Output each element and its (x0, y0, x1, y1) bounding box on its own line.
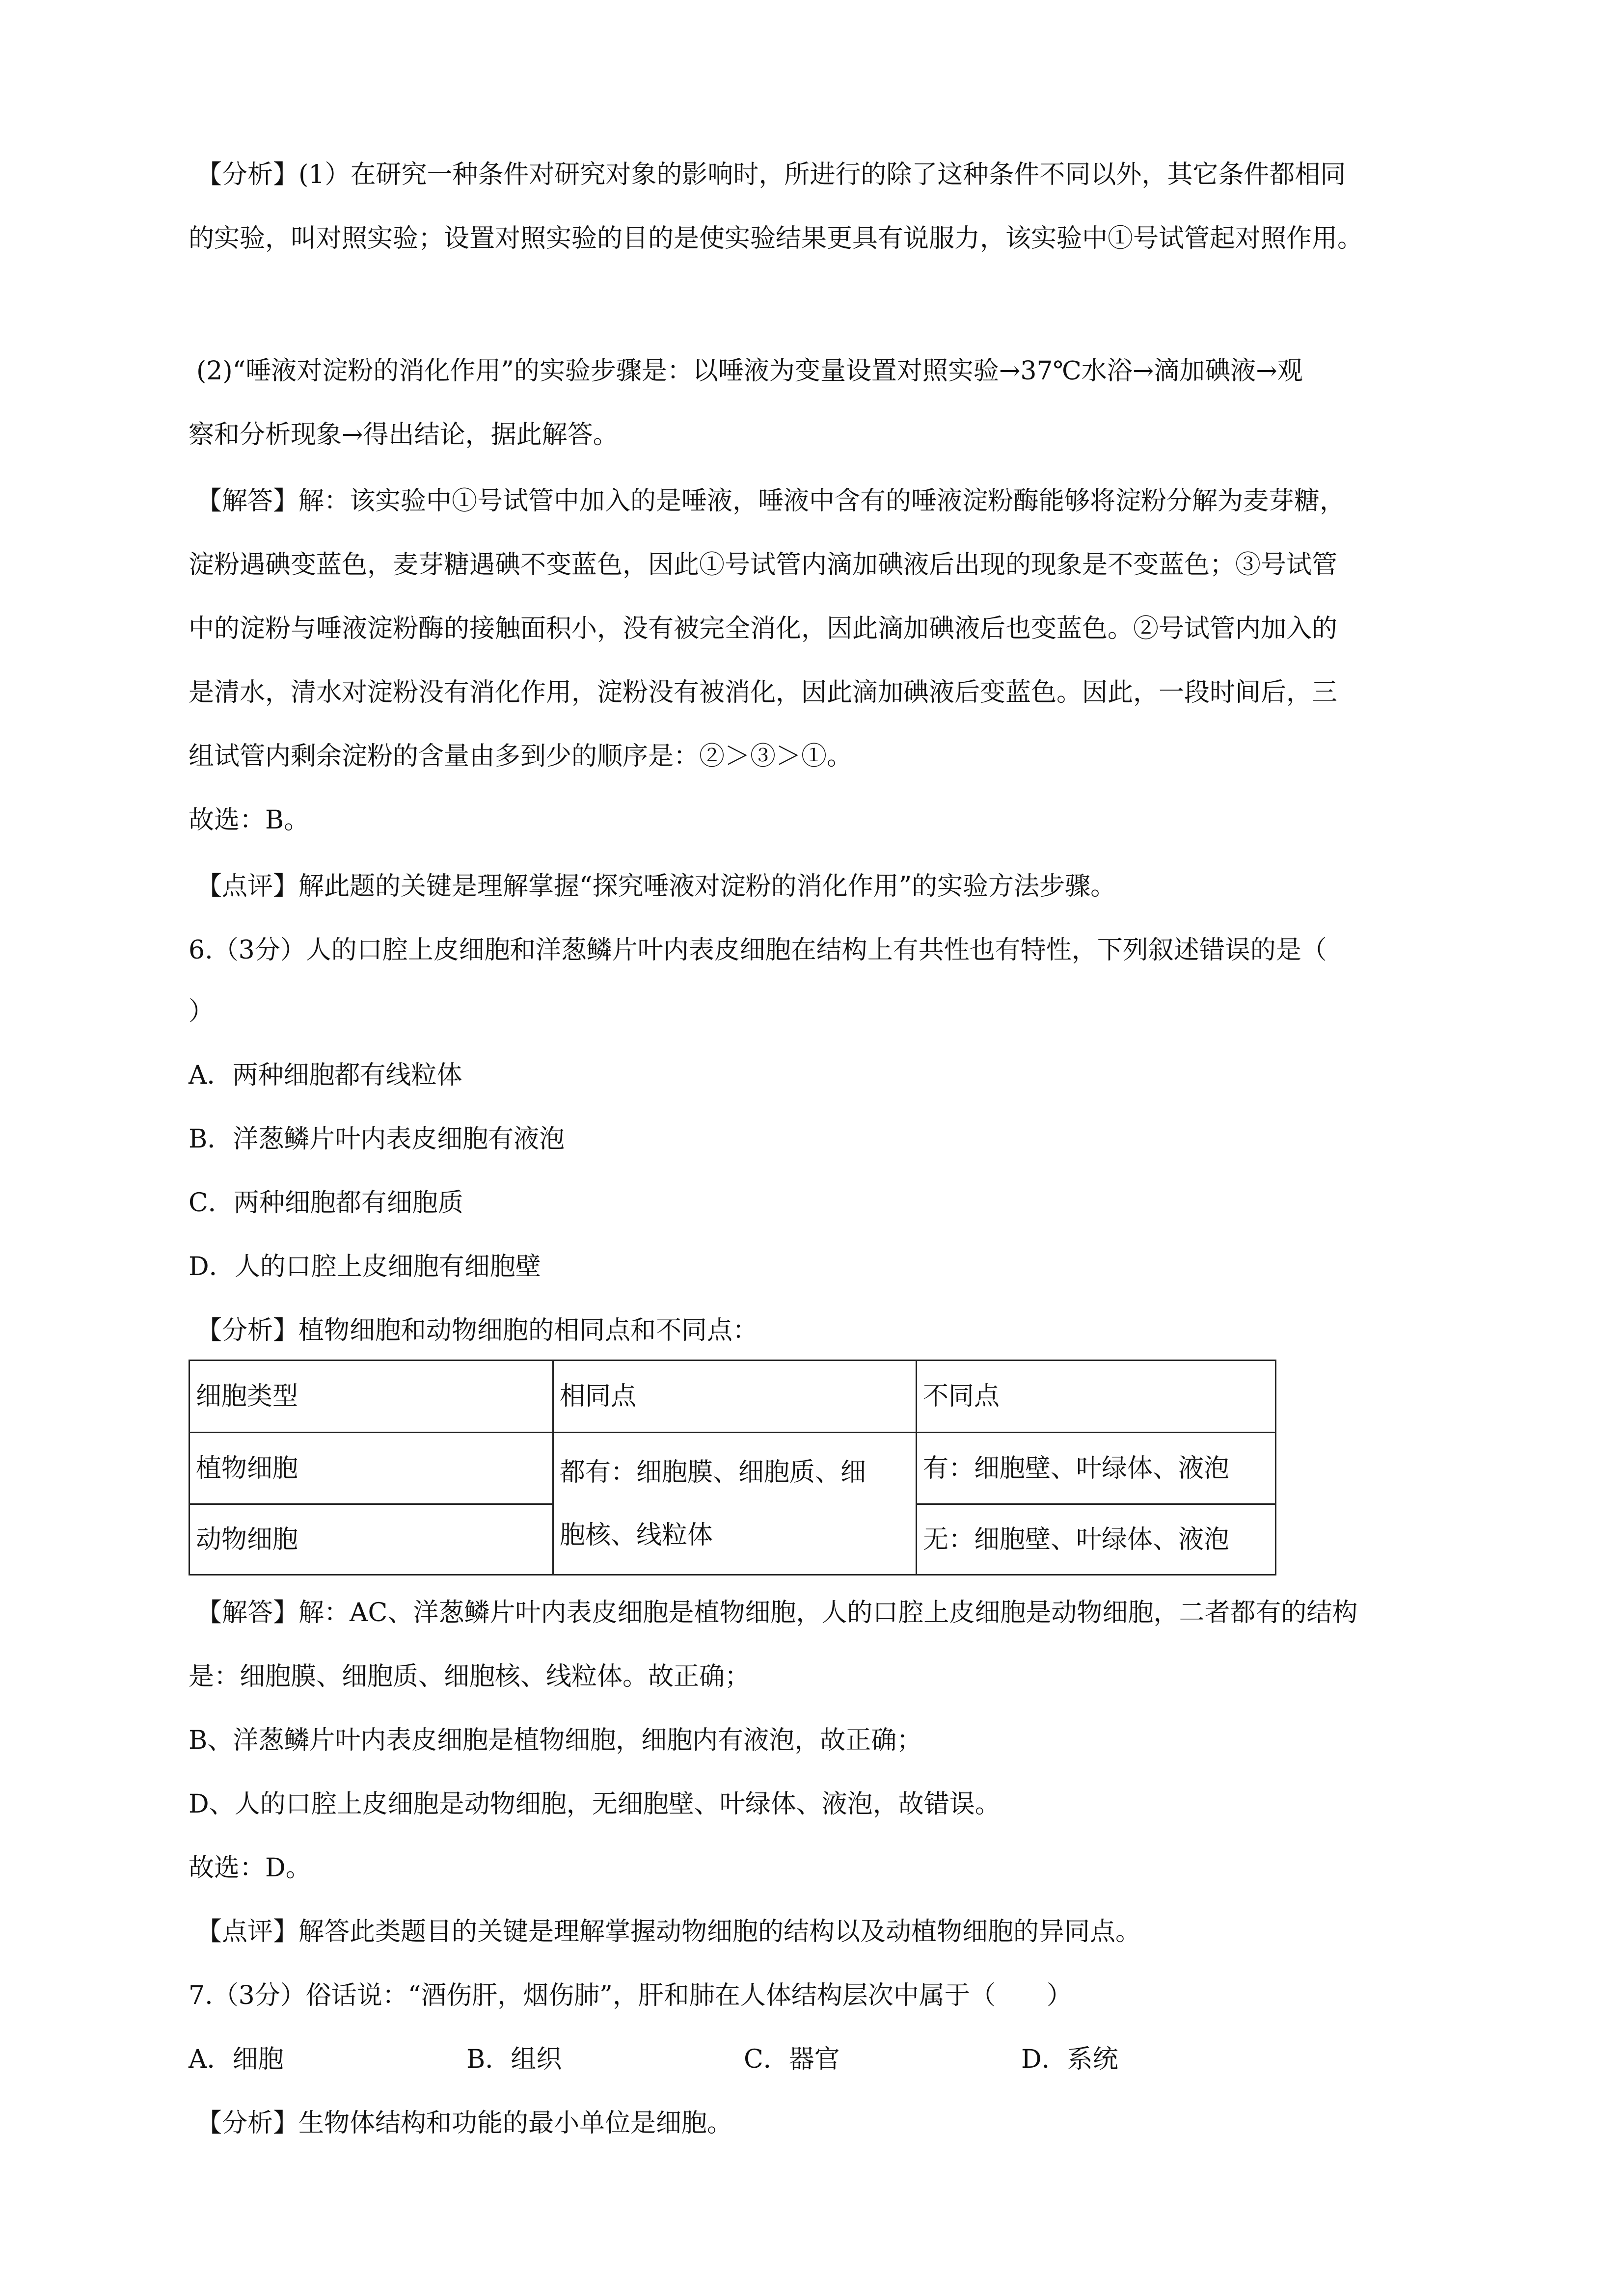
table-row-plant: 植物细胞 (196, 1453, 298, 1483)
analysis-q6: 【分析】植物细胞和动物细胞的相同点和不同点： (196, 1316, 758, 1345)
answer-line-3: 中的淀粉与唾液淀粉酶的接触面积小，没有被完全消化，因此滴加碘液后也变蓝色。②号试管内加入的 (189, 614, 1338, 643)
analysis-line-2: 的实验，叫对照实验；设置对照实验的目的是使实验结果更具有说服力，该实验中①号试管起对照作用。 (189, 224, 1363, 253)
question-7: 7.（3分）俗话说：“酒伤肝，烟伤肺”，肝和肺在人体结构层次中属于（ ） (189, 1981, 1072, 2010)
question-6-bracket: ） (189, 997, 215, 1026)
table-header-diff: 不同点 (923, 1382, 1000, 1411)
answer-q6-line-4: D、人的口腔上皮细胞是动物细胞，无细胞壁、叶绿体、液泡，故错误。 (189, 1789, 1001, 1819)
comment-line: 【点评】解此题的关键是理解掌握“探究唾液对淀粉的消化作用”的实验方法步骤。 (196, 872, 1116, 901)
answer-q6-choice: 故选：D。 (189, 1853, 311, 1883)
q7-option-b: B．组织 (466, 2045, 562, 2074)
option-b: B．洋葱鳞片叶内表皮细胞有液泡 (189, 1124, 565, 1154)
table-header-type: 细胞类型 (196, 1382, 298, 1411)
cell-comparison-table (189, 1360, 1276, 1575)
q7-option-a: A．细胞 (189, 2045, 284, 2074)
answer-q6-line-2: 是：细胞膜、细胞质、细胞核、线粒体。故正确； (189, 1662, 751, 1691)
q7-option-d: D．系统 (1021, 2045, 1118, 2074)
table-same-line-1: 都有：细胞膜、细胞质、细 (560, 1457, 866, 1487)
answer-line-4: 是清水，清水对淀粉没有消化作用，淀粉没有被消化，因此滴加碘液后变蓝色。因此，一段时间后，三 (189, 678, 1338, 707)
table-row-animal: 动物细胞 (196, 1524, 298, 1554)
analysis-line-1: 【分析】(1）在研究一种条件对研究对象的影响时，所进行的除了这种条件不同以外，其它条件都相同 (196, 160, 1346, 189)
answer-line-5: 组试管内剩余淀粉的含量由多到少的顺序是：②＞③＞①。 (189, 742, 853, 771)
answer-line-1: 【解答】解：该实验中①号试管中加入的是唾液，唾液中含有的唾液淀粉酶能够将淀粉分解为麦芽糖， (196, 486, 1346, 516)
answer-line-2: 淀粉遇碘变蓝色，麦芽糖遇碘不变蓝色，因此①号试管内滴加碘液后出现的现象是不变蓝色；③号试管 (189, 550, 1338, 580)
table-same-cell (554, 1433, 916, 1574)
answer-q6-line-3: B、洋葱鳞片叶内表皮细胞是植物细胞，细胞内有液泡，故正确； (189, 1726, 922, 1755)
answer-q6-line-1: 【解答】解：AC、洋葱鳞片叶内表皮细胞是植物细胞，人的口腔上皮细胞是动物细胞，二者都有的结构 (196, 1598, 1358, 1628)
option-d: D．人的口腔上皮细胞有细胞壁 (189, 1252, 541, 1281)
table-animal-diff: 无：细胞壁、叶绿体、液泡 (923, 1524, 1230, 1554)
option-a: A．两种细胞都有线粒体 (189, 1061, 462, 1090)
analysis-line-3: (2)“唾液对淀粉的消化作用”的实验步骤是：以唾液为变量设置对照实验→37℃水浴→滴加碘液→观 (196, 356, 1303, 386)
table-header-same: 相同点 (560, 1382, 637, 1411)
comment-q6: 【点评】解答此类题目的关键是理解掌握动物细胞的结构以及动植物细胞的异同点。 (196, 1917, 1141, 1947)
option-c: C．两种细胞都有细胞质 (189, 1188, 463, 1218)
answer-choice: 故选：B。 (189, 805, 310, 835)
analysis-line-4: 察和分析现象→得出结论，据此解答。 (189, 420, 619, 450)
question-6: 6.（3分）人的口腔上皮细胞和洋葱鳞片叶内表皮细胞在结构上有共性也有特性，下列叙述错误的是（ (189, 935, 1327, 965)
q7-option-c: C．器官 (744, 2045, 840, 2074)
analysis-q7: 【分析】生物体结构和功能的最小单位是细胞。 (196, 2109, 733, 2138)
table-same-line-2: 胞核、线粒体 (560, 1520, 713, 1550)
table-plant-diff: 有：细胞壁、叶绿体、液泡 (923, 1453, 1230, 1483)
